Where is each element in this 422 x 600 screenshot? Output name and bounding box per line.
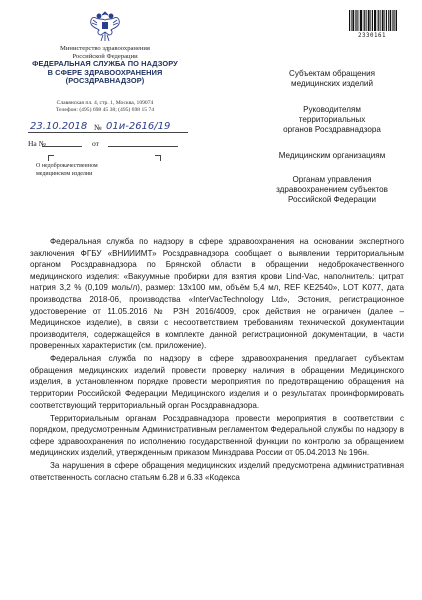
service-line-2: В СФЕРЕ ЗДРАВООХРАНЕНИЯ (47, 67, 163, 77)
recipient-item (252, 175, 412, 206)
recipient-line: Руководителям (303, 105, 361, 114)
recipient-item (252, 69, 412, 89)
recipient-line: Медицинским организациям (278, 151, 386, 160)
recipient-item (252, 105, 412, 136)
recipient-item (252, 151, 412, 161)
body-paragraph: За нарушения в сфере обращения медицинских изделий предусмотрена административная ответственность согласно статьям 6.28 и 6.33 «Кодекса (30, 461, 404, 482)
recipient-line: здравоохранением субъектов (276, 185, 388, 195)
service-address (30, 100, 180, 113)
ministry-name (40, 45, 170, 60)
handwritten-number: 01и-2616/19 (106, 121, 171, 132)
recipient-line: Субъектам обращения (288, 69, 376, 78)
recipient-line: органов Росздравнадзора (283, 125, 381, 135)
recipient-line: Органам управления (292, 175, 372, 184)
address-line-1: Славянская пл. 4, стр. 1, Москва, 109074 (56, 100, 154, 106)
handwritten-date: 23.10.2018 (30, 121, 88, 132)
recipient-line: территориальных (298, 115, 366, 125)
service-line-1: ФЕДЕРАЛЬНАЯ СЛУЖБА ПО НАДЗОРУ (32, 59, 178, 68)
subject-line-1: О недоброкачественном (36, 163, 98, 169)
ref-on-label: На № (28, 139, 46, 148)
reference-line (28, 137, 188, 149)
barcode-number: 2330161 (358, 33, 386, 39)
date-number-line (28, 121, 188, 135)
coat-of-arms-icon (88, 8, 122, 44)
service-name (30, 60, 180, 86)
service-line-3: (РОСЗДРАВНАДЗОР) (65, 76, 145, 86)
barcode-icon (349, 10, 397, 31)
letter-subject (36, 163, 136, 178)
letter-body (30, 236, 404, 485)
recipient-line: медицинских изделий (291, 79, 373, 89)
ministry-line-1: Министерство здравоохранения (60, 45, 150, 52)
body-paragraph: Федеральная служба по надзору в сфере здравоохранения предлагает субъектам обращения медицинских изделий провести проверку наличия в обращении Медицинского изделия, в установленном порядке провести мероприятия по предотвращению обращения на территории Российской Федерации Медицинского изделия и о результатах проинформировать соответствующий территориальный орган Росздравнадзора. (30, 354, 404, 410)
body-paragraph: Территориальным органам Росздравнадзора провести мероприятия в соответствии с порядком, предусмотренным Административным регламентом Федеральной службы по надзору в сфере здравоохранения по исполнению государственной функции по контролю за обращением медицинских изделий, утвержденным приказом Минздрава России от 05.04.2013 № 196н. (30, 413, 404, 458)
address-line-2: Телефон: (495) 698 45 38; (495) 698 15 74 (55, 106, 155, 113)
body-paragraph: Федеральная служба по надзору в сфере здравоохранения на основании экспертного заключения ФГБУ «ВНИИИМТ» Росздравнадзора сообщает о выявлении территориальным органом Росздравнадзора по Брянской области в обращении недоброкачественного медицинского изделия: «Вакуумные пробирки для взятия крови Lind-Vac, наполнитель: цитрат натрия 3,2 % (0,109 моль/л), размер: 13х100 мм, объём 5,4 мл, REF KE2540», LOT K077, дата производства 2018-06, производства «InterVacTechnology Ltd», Эстония, регистрационное удостоверение от 11.05.2016 № РЗН 2016/4009, срок действия не ограничен (далее – Медицинское изделие), в связи с несоответствием требованиям технической документации производителя, содержащейся в комплекте данной регистрационной документации, в части проверенных характеристик (см. приложение). (30, 237, 404, 351)
subject-line-2: медицинском изделии (36, 170, 93, 177)
ref-from-label: от (92, 139, 99, 148)
number-label: № (94, 123, 102, 132)
ministry-line-2: Российской Федерации (72, 52, 138, 60)
recipient-line: Российской Федерации (287, 195, 376, 205)
